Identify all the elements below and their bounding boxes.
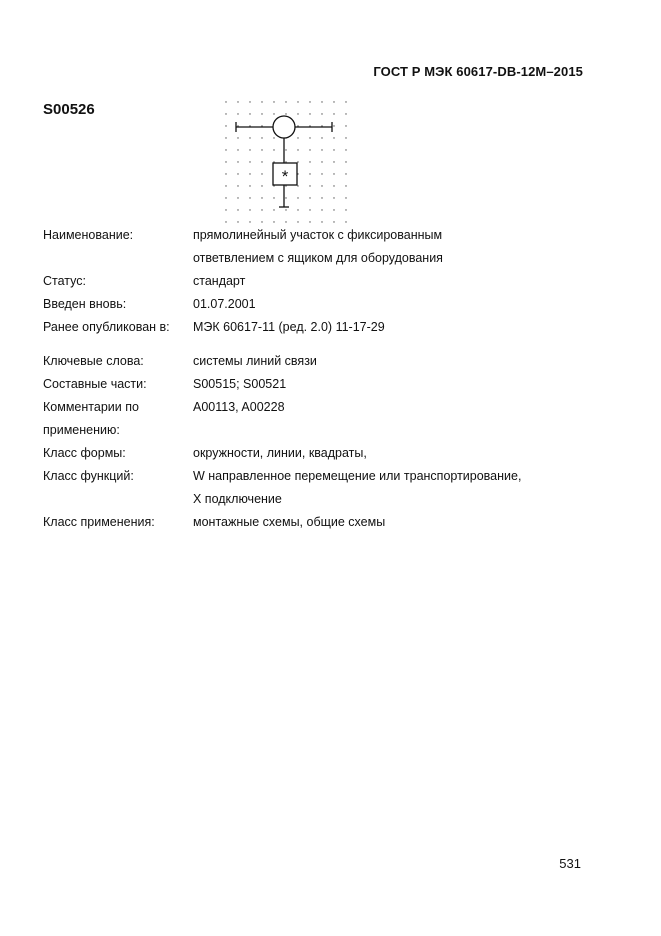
grid-dot <box>261 221 262 222</box>
grid-dot <box>273 101 274 102</box>
field-application-comments-label-line2: применению: <box>43 423 120 437</box>
grid-dot <box>249 161 250 162</box>
grid-dot <box>345 209 346 210</box>
grid-dot <box>309 161 310 162</box>
grid-dot <box>261 161 262 162</box>
grid-dot <box>285 221 286 222</box>
field-application-class-label: Класс применения: <box>43 515 155 529</box>
grid-dot <box>309 137 310 138</box>
grid-dot <box>297 101 298 102</box>
grid-dot <box>237 221 238 222</box>
grid-dot <box>237 185 238 186</box>
field-function-class-label: Класс функций: <box>43 469 134 483</box>
grid-dot <box>225 149 226 150</box>
grid-dot <box>309 101 310 102</box>
grid-dot <box>321 113 322 114</box>
grid-dot <box>225 161 226 162</box>
grid-dot <box>309 173 310 174</box>
field-introduced-label: Введен вновь: <box>43 297 127 311</box>
grid-dot <box>333 197 334 198</box>
grid-dot <box>297 113 298 114</box>
junction-circle <box>273 116 295 138</box>
grid-dot <box>321 137 322 138</box>
grid-dot <box>249 137 250 138</box>
grid-dot <box>225 185 226 186</box>
grid-dot <box>237 161 238 162</box>
grid-dot <box>309 197 310 198</box>
grid-dot <box>273 149 274 150</box>
grid-dot <box>261 101 262 102</box>
grid-dot <box>321 101 322 102</box>
grid-dot <box>345 197 346 198</box>
grid-dot <box>225 113 226 114</box>
field-introduced-value: 01.07.2001 <box>193 297 256 311</box>
grid-dot <box>249 149 250 150</box>
field-status-label: Статус: <box>43 274 86 288</box>
grid-dot <box>249 173 250 174</box>
grid-dot <box>333 125 334 126</box>
grid-dot <box>225 137 226 138</box>
grid-dot <box>333 161 334 162</box>
grid-dot <box>249 113 250 114</box>
standard-code: ГОСТ Р МЭК 60617-DB-12M–2015 <box>373 64 583 79</box>
symbol-graphic <box>220 96 352 226</box>
grid-dot <box>249 221 250 222</box>
grid-dot <box>345 137 346 138</box>
grid-dot <box>237 149 238 150</box>
grid-dot <box>237 197 238 198</box>
grid-dot <box>321 173 322 174</box>
grid-dot <box>333 113 334 114</box>
field-name-value-line1: прямолинейный участок с фиксированным <box>193 228 443 242</box>
grid-dot <box>273 197 274 198</box>
field-form-class-value: окружности, линии, квадраты, <box>193 446 367 460</box>
grid-dot <box>261 113 262 114</box>
grid-dot <box>225 101 226 102</box>
grid-dot <box>297 137 298 138</box>
grid-dot <box>273 221 274 222</box>
grid-dot <box>237 137 238 138</box>
grid-dot <box>321 209 322 210</box>
field-function-class-value-line1: W направленное перемещение или транспортирование, <box>193 469 522 483</box>
field-previously-published-label: Ранее опубликован в: <box>43 320 170 334</box>
grid-dot <box>285 197 286 198</box>
grid-dot <box>225 221 226 222</box>
field-name-label: Наименование: <box>43 228 134 242</box>
grid-dot <box>273 137 274 138</box>
grid-dot <box>285 209 286 210</box>
grid-dot <box>333 149 334 150</box>
grid-dot <box>285 113 286 114</box>
grid-dot <box>225 209 226 210</box>
field-application-comments-value: A00113, A00228 <box>193 400 285 414</box>
grid-dot <box>333 185 334 186</box>
grid-dot <box>249 197 250 198</box>
grid-dot <box>309 149 310 150</box>
grid-dot <box>237 209 238 210</box>
grid-dot <box>225 173 226 174</box>
grid-dot <box>309 113 310 114</box>
field-keywords-value: системы линий связи <box>193 354 317 368</box>
field-previously-published-value: МЭК 60617-11 (ред. 2.0) 11-17-29 <box>193 320 385 334</box>
field-application-class-value: монтажные схемы, общие схемы <box>193 515 386 529</box>
field-status-value: стандарт <box>193 274 246 288</box>
grid-dot <box>333 101 334 102</box>
grid-dot <box>297 221 298 222</box>
grid-dot <box>225 125 226 126</box>
grid-dot <box>345 101 346 102</box>
page-number: 531 <box>559 856 581 871</box>
grid-dot <box>321 161 322 162</box>
grid-dot <box>333 209 334 210</box>
grid-dot <box>309 221 310 222</box>
grid-dot <box>261 209 262 210</box>
grid-dot <box>345 125 346 126</box>
field-function-class-value-line2: X подключение <box>193 492 282 506</box>
grid-dot <box>285 101 286 102</box>
grid-dot <box>273 113 274 114</box>
grid-dot <box>345 161 346 162</box>
equipment-box-mark: * <box>281 167 289 186</box>
grid-dot <box>237 101 238 102</box>
grid-dot <box>261 137 262 138</box>
field-form-class-label: Класс формы: <box>43 446 126 460</box>
grid-dot <box>225 197 226 198</box>
grid-dot <box>333 221 334 222</box>
grid-dot <box>249 185 250 186</box>
field-application-comments-label-line1: Комментарии по <box>43 400 139 414</box>
grid-dot <box>333 173 334 174</box>
grid-dot <box>261 149 262 150</box>
grid-dot <box>321 221 322 222</box>
field-components-value: S00515; S00521 <box>193 377 287 391</box>
grid-dot <box>321 149 322 150</box>
grid-dot <box>297 149 298 150</box>
grid-dot <box>285 149 286 150</box>
grid-dot <box>345 149 346 150</box>
grid-dot <box>261 185 262 186</box>
field-components-label: Составные части: <box>43 377 147 391</box>
grid-dot <box>333 137 334 138</box>
grid-dot <box>249 209 250 210</box>
grid-dot <box>297 209 298 210</box>
grid-dot <box>309 185 310 186</box>
grid-dot <box>345 185 346 186</box>
grid-dot <box>261 197 262 198</box>
grid-dot <box>321 185 322 186</box>
grid-dot <box>261 173 262 174</box>
grid-dot <box>345 221 346 222</box>
grid-dot <box>249 101 250 102</box>
field-name-value-line2: ответвлением с ящиком для оборудования <box>193 251 443 265</box>
grid-dot <box>345 173 346 174</box>
grid-dot <box>273 209 274 210</box>
grid-dot <box>345 113 346 114</box>
field-keywords-label: Ключевые слова: <box>43 354 144 368</box>
symbol-id: S00526 <box>43 101 95 118</box>
grid-dot <box>321 197 322 198</box>
grid-dot <box>237 113 238 114</box>
grid-dot <box>309 209 310 210</box>
grid-dot <box>297 197 298 198</box>
grid-dot <box>237 173 238 174</box>
